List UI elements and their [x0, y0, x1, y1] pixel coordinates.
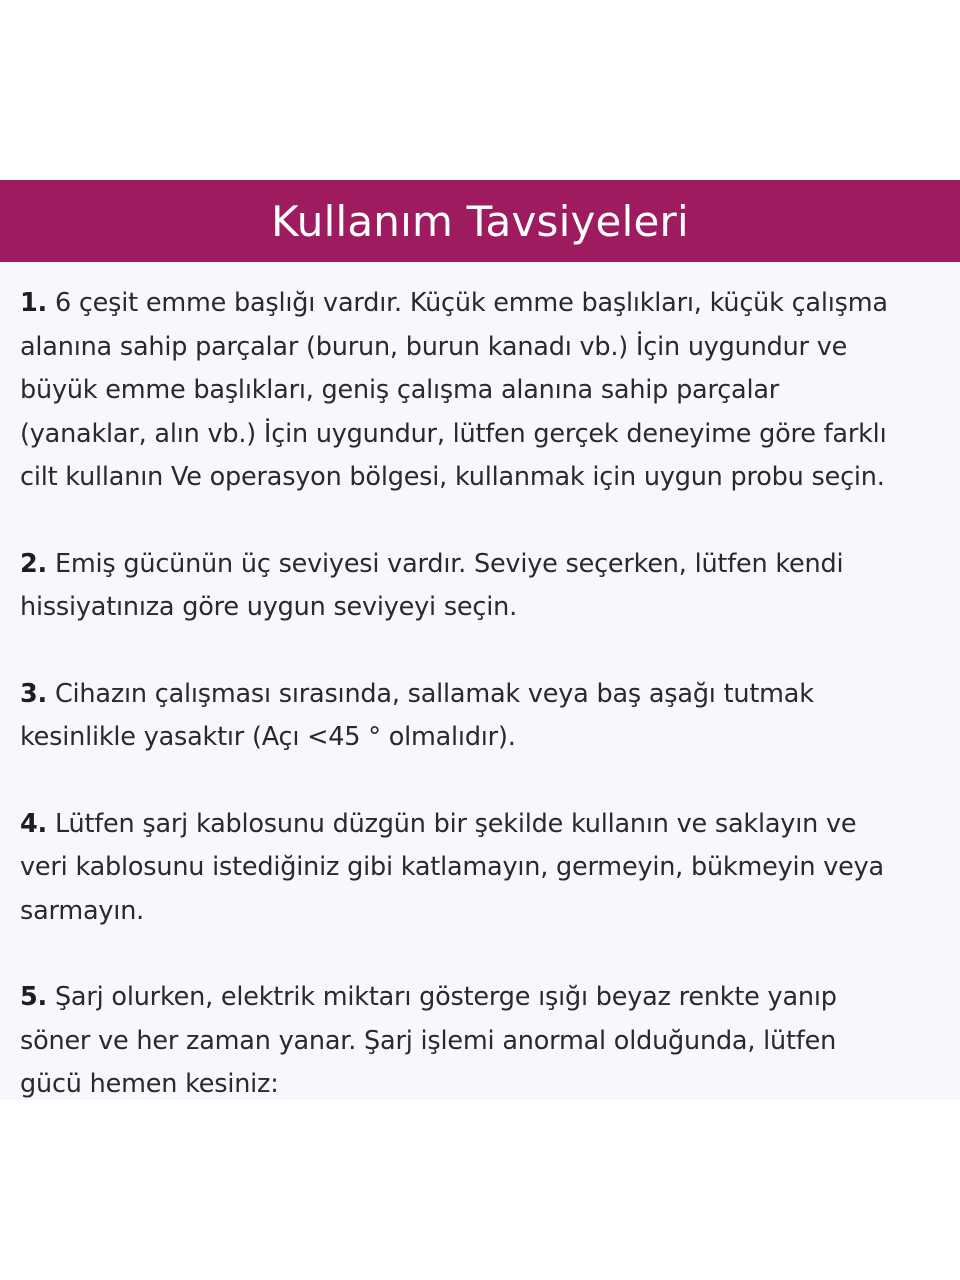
tip-number: 2. [20, 548, 48, 579]
page-title: Kullanım Tavsiyeleri [271, 196, 689, 246]
tip-line: sarmayın. [20, 895, 145, 926]
tip-1 [20, 282, 940, 500]
tip-number: 4. [20, 808, 48, 839]
tip-line: Cihazın çalışması sırasında, sallamak veya baş aşağı tutmak [54, 678, 814, 709]
tip-line: büyük emme başlıkları, geniş çalışma alanına sahip parçalar [20, 375, 780, 405]
tip-line: söner ve her zaman yanar. Şarj işlemi anormal olduğunda, lütfen [20, 1025, 837, 1056]
tip-5 [20, 976, 940, 1107]
title-banner [0, 180, 960, 262]
tip-line: Şarj olurken, elektrik miktarı gösterge ışığı beyaz renkte yanıp [54, 982, 837, 1012]
tip-line: hissiyatınıza göre uygun seviyeyi seçin. [20, 592, 517, 622]
tip-line: Lütfen şarj kablosunu düzgün bir şekilde kullanın ve saklayın ve [54, 808, 857, 839]
tip-line: alanına sahip parçalar (burun, burun kanadı vb.) İçin uygundur ve [20, 331, 848, 362]
tip-number: 1. [20, 288, 48, 318]
tip-2 [20, 543, 940, 630]
tip-line: Emiş gücünün üç seviyesi vardır. Seviye seçerken, lütfen kendi [54, 548, 844, 579]
tip-4 [20, 803, 940, 934]
tip-line: cilt kullanın Ve operasyon bölgesi, kullanmak için uygun probu seçin. [20, 462, 885, 492]
tip-line: veri kablosunu istediğiniz gibi katlamayın, germeyin, bükmeyin veya [20, 852, 884, 882]
tip-line: kesinlikle yasaktır (Açı <45 ° olmalıdır). [20, 722, 516, 752]
tips-panel [0, 262, 960, 1100]
tip-3 [20, 673, 940, 760]
tip-number: 3. [20, 678, 48, 709]
tip-number: 5. [20, 982, 48, 1012]
tip-line: 6 çeşit emme başlığı vardır. Küçük emme başlıkları, küçük çalışma [54, 288, 888, 318]
tip-line: (yanaklar, alın vb.) İçin uygundur, lütfen gerçek deneyime göre farklı [20, 418, 887, 449]
tip-line: gücü hemen kesiniz: [20, 1069, 279, 1099]
